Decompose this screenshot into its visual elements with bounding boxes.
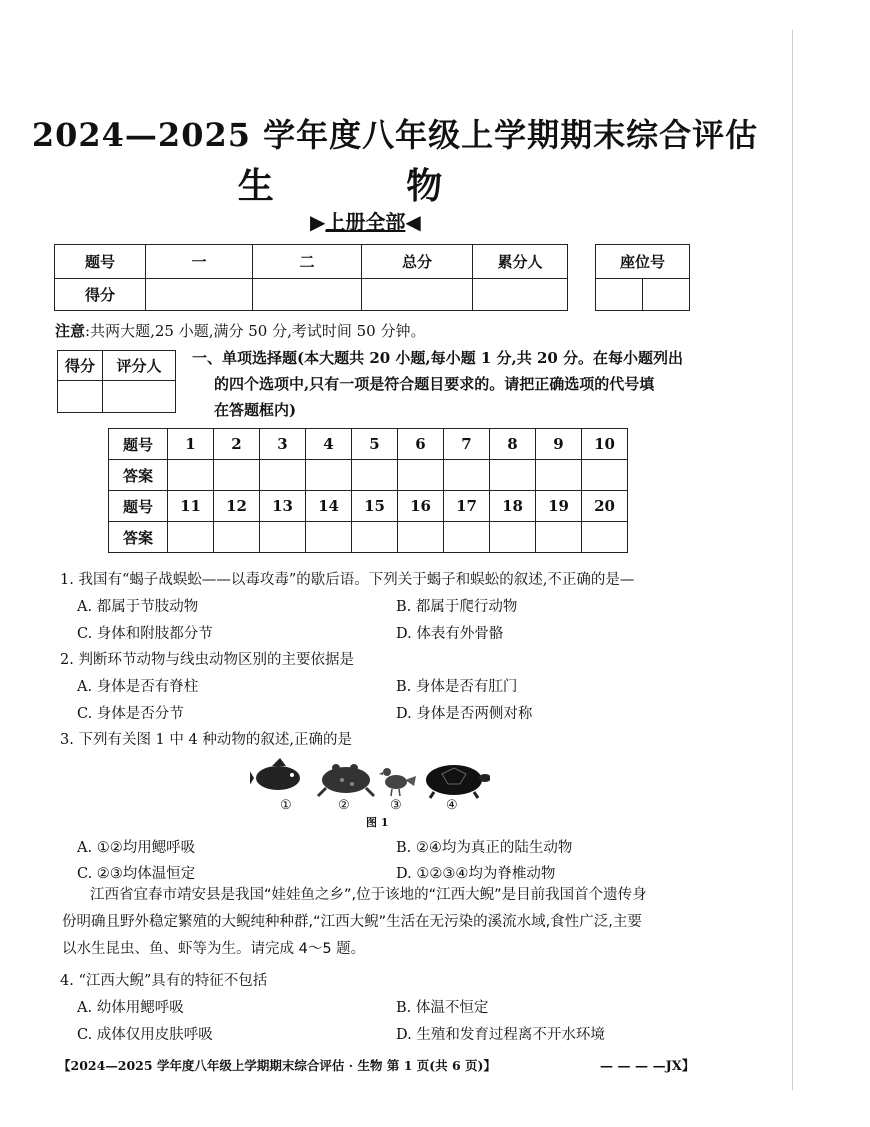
score-cell-total[interactable] <box>362 279 473 311</box>
score-header-qnum: 题号 <box>55 245 146 279</box>
answer-qnum: 9 <box>536 429 582 460</box>
grader-score-cell[interactable] <box>58 381 103 413</box>
subject-title: 生 物 <box>237 165 503 207</box>
seat-label: 座位号 <box>596 245 690 279</box>
answer-cell[interactable] <box>490 522 536 553</box>
answer-cell[interactable] <box>444 460 490 491</box>
answer-qnum: 10 <box>582 429 628 460</box>
exam-note <box>55 320 425 341</box>
left-triangle-icon: ◀ <box>405 210 421 234</box>
figure-1-animals <box>250 756 490 816</box>
figure-caption: 图 1 <box>366 816 389 829</box>
answer-qnum: 17 <box>444 491 490 522</box>
answer-qnum: 19 <box>536 491 582 522</box>
score-cell-accumulator[interactable] <box>473 279 568 311</box>
answer-qnum-label: 题号 <box>109 429 168 460</box>
score-header-part1: 一 <box>146 245 253 279</box>
answer-qnum: 14 <box>306 491 352 522</box>
q1-option-b: B. 都属于爬行动物 <box>396 599 518 615</box>
question-2-stem: 2. 判断环节动物与线虫动物区别的主要依据是 <box>60 652 354 668</box>
answer-qnum: 2 <box>214 429 260 460</box>
answer-cell[interactable] <box>168 522 214 553</box>
figure-label-3: ③ <box>390 798 402 813</box>
answer-cell[interactable] <box>582 460 628 491</box>
exam-title: 2024—2025 学年度八年级上学期期末综合评估 <box>31 116 759 154</box>
figure-label-4: ④ <box>446 798 458 813</box>
score-header-total: 总分 <box>362 245 473 279</box>
q1-option-a: A. 都属于节肢动物 <box>77 599 199 615</box>
answer-qnum: 3 <box>260 429 306 460</box>
q4-option-a: A. 幼体用鳃呼吸 <box>77 1000 184 1016</box>
answer-cell[interactable] <box>260 522 306 553</box>
answer-qnum: 12 <box>214 491 260 522</box>
score-row-label: 得分 <box>55 279 146 311</box>
q2-option-c: C. 身体是否分节 <box>77 706 184 722</box>
fish-icon <box>250 758 300 790</box>
answer-qnum: 20 <box>582 491 628 522</box>
scope-label <box>310 206 421 235</box>
answer-qnum: 11 <box>168 491 214 522</box>
score-header-part2: 二 <box>253 245 362 279</box>
seat-table <box>595 244 690 311</box>
animals-illustration <box>250 756 490 800</box>
answer-qnum: 16 <box>398 491 444 522</box>
q3-option-b: B. ②④均为真正的陆生动物 <box>396 840 573 856</box>
answer-qnum: 15 <box>352 491 398 522</box>
score-cell-part2[interactable] <box>253 279 362 311</box>
reading-passage <box>62 882 692 963</box>
seat-cell-2[interactable] <box>643 279 690 311</box>
figure-label-2: ② <box>338 798 350 813</box>
answer-qnum: 6 <box>398 429 444 460</box>
answer-qnum: 7 <box>444 429 490 460</box>
note-text: :共两大题,25 小题,满分 50 分,考试时间 50 分钟。 <box>85 322 426 340</box>
figure-label-1: ① <box>280 798 292 813</box>
question-4-stem: 4. “江西大鲵”具有的特征不包括 <box>60 973 268 989</box>
answer-qnum-label: 题号 <box>109 491 168 522</box>
answer-qnum: 8 <box>490 429 536 460</box>
section1-instructions <box>192 345 692 423</box>
answer-qnum: 18 <box>490 491 536 522</box>
answer-cell[interactable] <box>536 460 582 491</box>
note-label: 注意 <box>55 322 86 340</box>
footer-code: — — — —JX】 <box>600 1059 695 1074</box>
q3-option-a: A. ①②均用鳃呼吸 <box>77 840 196 856</box>
answer-table <box>108 428 628 553</box>
answer-cell[interactable] <box>168 460 214 491</box>
answer-label: 答案 <box>109 460 168 491</box>
q2-option-d: D. 身体是否两侧对称 <box>396 706 533 722</box>
q2-option-a: A. 身体是否有脊柱 <box>77 679 199 695</box>
answer-cell[interactable] <box>260 460 306 491</box>
scope-text: 上册全部 <box>325 210 406 234</box>
answer-label: 答案 <box>109 522 168 553</box>
score-header-accumulator: 累分人 <box>473 245 568 279</box>
passage-line-2: 份明确且野外稳定繁殖的大鲵纯种种群,“江西大鲵”生活在无污染的溪流水域,食性广泛,主要 <box>62 914 642 930</box>
section1-line3: 在答题框内) <box>214 401 297 419</box>
right-triangle-icon: ▶ <box>310 210 326 234</box>
answer-cell[interactable] <box>352 460 398 491</box>
seat-cell-1[interactable] <box>596 279 643 311</box>
answer-cell[interactable] <box>582 522 628 553</box>
passage-line-3: 以水生昆虫、鱼、虾等为生。请完成 4～5 题。 <box>62 941 366 957</box>
pigeon-icon <box>379 768 416 796</box>
answer-qnum: 1 <box>168 429 214 460</box>
passage-line-1: 江西省宜春市靖安县是我国“娃娃鱼之乡”,位于该地的“江西大鲵”是目前我国首个遗传身 <box>90 887 647 903</box>
question-3-stem: 3. 下列有关图 1 中 4 种动物的叙述,正确的是 <box>60 732 352 748</box>
q4-option-c: C. 成体仅用皮肤呼吸 <box>77 1027 213 1043</box>
answer-qnum: 5 <box>352 429 398 460</box>
frog-icon <box>318 764 374 796</box>
grader-score-label: 得分 <box>58 351 103 381</box>
q1-option-d: D. 体表有外骨骼 <box>396 626 504 642</box>
q1-option-c: C. 身体和附肢都分节 <box>77 626 213 642</box>
score-table <box>54 244 568 311</box>
score-cell-part1[interactable] <box>146 279 253 311</box>
answer-qnum: 4 <box>306 429 352 460</box>
answer-cell[interactable] <box>352 522 398 553</box>
grader-reviewer-label: 评分人 <box>103 351 176 381</box>
q4-option-b: B. 体温不恒定 <box>396 1000 489 1016</box>
q3-option-c: C. ②③均体温恒定 <box>77 866 196 882</box>
page-edge-line <box>792 30 793 1090</box>
turtle-icon <box>426 765 490 798</box>
page-footer: 【2024—2025 学年度八年级上学期期末综合评估 · 生物 第 1 页(共 6 页)】 <box>58 1058 496 1073</box>
answer-cell[interactable] <box>398 522 444 553</box>
answer-cell[interactable] <box>214 460 260 491</box>
q4-option-d: D. 生殖和发育过程离不开水环境 <box>396 1027 605 1043</box>
section1-line1: 一、单项选择题(本大题共 20 小题,每小题 1 分,共 20 分。在每小题列出 <box>192 349 684 367</box>
answer-cell[interactable] <box>306 522 352 553</box>
section1-line2: 的四个选项中,只有一项是符合题目要求的。请把正确选项的代号填 <box>214 375 655 393</box>
q2-option-b: B. 身体是否有肛门 <box>396 679 518 695</box>
answer-cell[interactable] <box>306 460 352 491</box>
answer-cell[interactable] <box>490 460 536 491</box>
grader-reviewer-cell[interactable] <box>103 381 176 413</box>
answer-qnum: 13 <box>260 491 306 522</box>
answer-cell[interactable] <box>214 522 260 553</box>
answer-cell[interactable] <box>536 522 582 553</box>
q3-option-d: D. ①②③④均为脊椎动物 <box>396 866 556 882</box>
question-1-stem: 1. 我国有“蝎子战蜈蚣——以毒攻毒”的歇后语。下列关于蝎子和蜈蚣的叙述,不正确的是— <box>60 572 635 588</box>
grader-table <box>57 350 176 413</box>
answer-cell[interactable] <box>444 522 490 553</box>
answer-cell[interactable] <box>398 460 444 491</box>
